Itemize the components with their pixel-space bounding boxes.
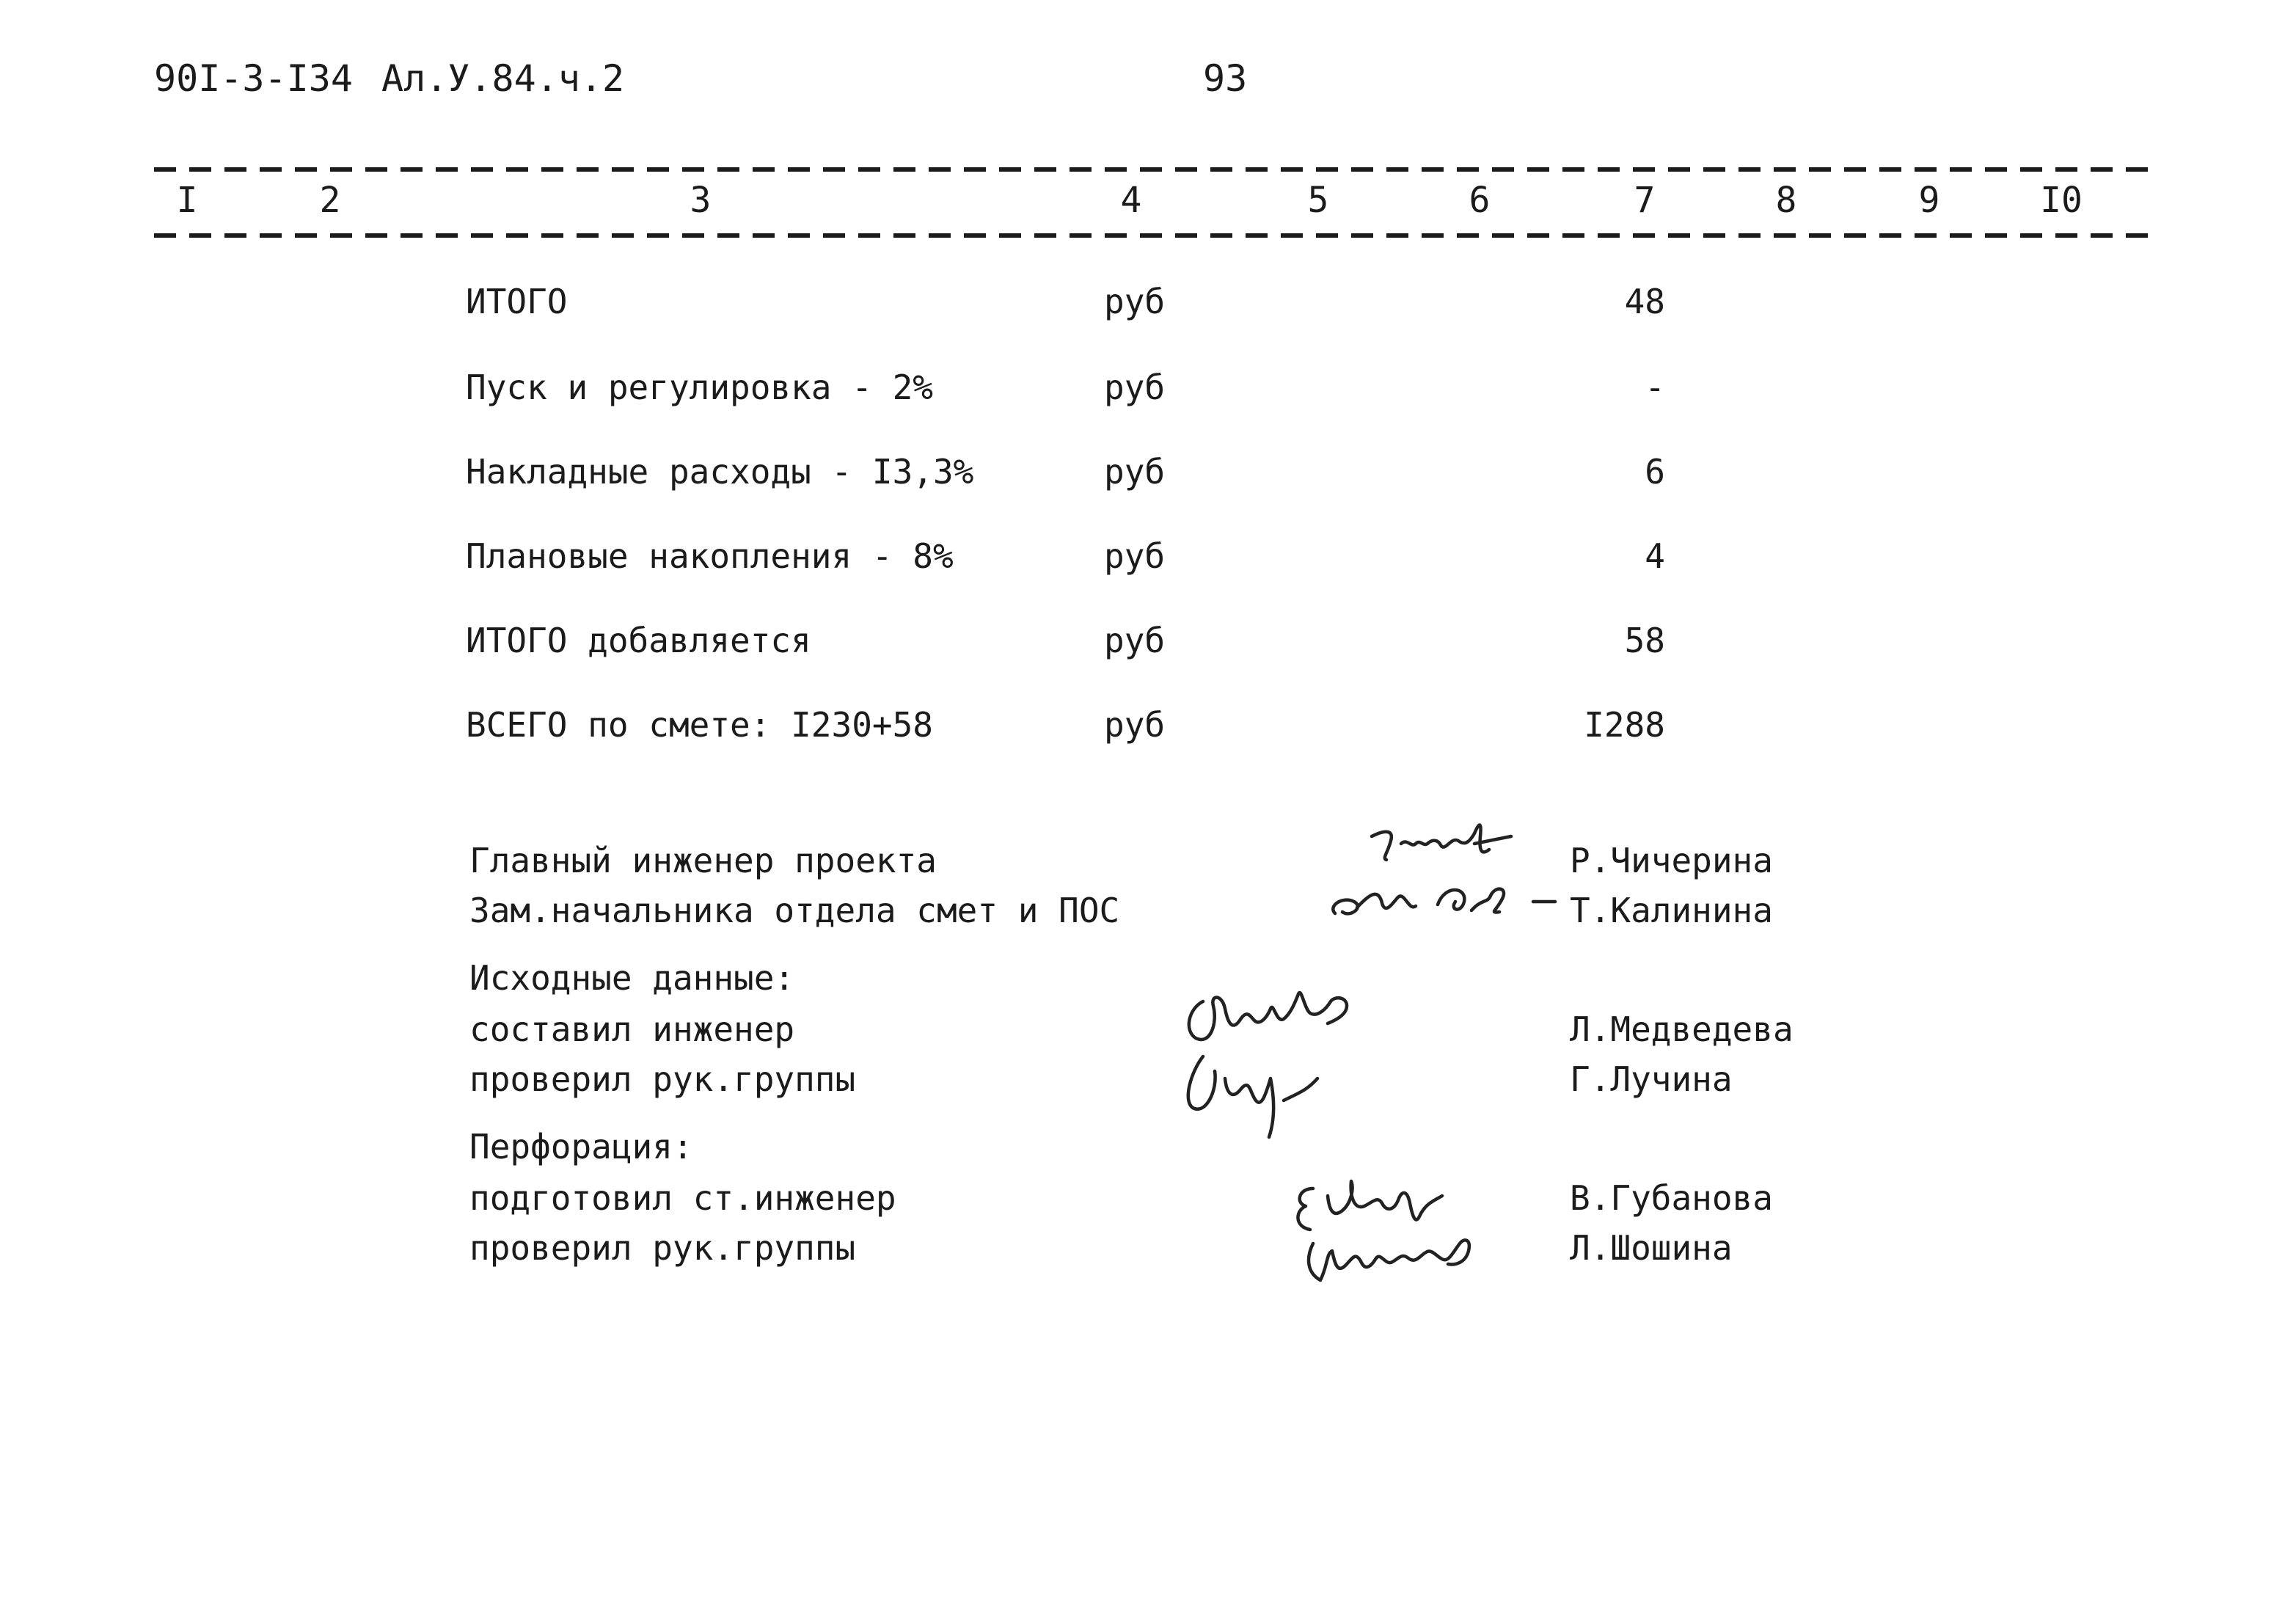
album-reference: Ал.У.84.ч.2 — [381, 57, 625, 100]
column-number-8: 8 — [1775, 180, 1797, 221]
row-value: 4 — [1645, 536, 1665, 576]
column-number-4: 4 — [1120, 180, 1142, 221]
row-unit: руб — [1104, 368, 1166, 407]
row-unit: руб — [1104, 621, 1166, 660]
page-number: 93 — [1203, 57, 1248, 100]
table-header-rule — [154, 233, 2149, 238]
row-unit: руб — [1104, 282, 1166, 321]
column-number-10: I0 — [2040, 180, 2083, 221]
source-checked-role: проверил рук.группы — [469, 1059, 856, 1099]
column-number-3: 3 — [690, 180, 712, 221]
source-compiled-role: составил инженер — [469, 1009, 795, 1049]
perforation-prepared-name: В.Губанова — [1570, 1178, 1773, 1218]
chief-engineer-name: Р.Чичерина — [1570, 841, 1773, 880]
table-top-rule — [154, 167, 2149, 172]
row-value: 48 — [1624, 282, 1665, 321]
column-number-7: 7 — [1634, 180, 1656, 221]
column-number-6: 6 — [1469, 180, 1491, 221]
source-checked-name: Г.Лучина — [1570, 1059, 1733, 1099]
row-label: ИТОГО добавляется — [466, 621, 811, 660]
column-number-2: 2 — [319, 180, 341, 221]
row-value: I288 — [1584, 705, 1665, 745]
row-label: Накладные расходы - I3,3% — [466, 452, 974, 492]
perforation-heading: Перфорация: — [469, 1127, 693, 1166]
perforation-checked-name: Л.Шошина — [1570, 1228, 1733, 1268]
source-compiled-name: Л.Медведева — [1570, 1009, 1794, 1049]
row-label: ВСЕГО по смете: I230+58 — [466, 705, 933, 745]
source-data-heading: Исходные данные: — [469, 958, 795, 998]
document-code: 90I-3-I34 — [154, 57, 353, 100]
column-number-5: 5 — [1307, 180, 1329, 221]
signature-kalinina — [1320, 869, 1562, 928]
signature-luchina — [1174, 1049, 1335, 1152]
row-label: Пуск и регулировка - 2% — [466, 368, 933, 407]
chief-engineer-role: Главный инженер проекта — [469, 841, 937, 880]
deputy-head-name: Т.Калинина — [1570, 891, 1773, 930]
row-unit: руб — [1104, 536, 1166, 576]
perforation-prepared-role: подготовил ст.инженер — [469, 1178, 896, 1218]
signature-chicherina — [1364, 814, 1526, 873]
row-unit: руб — [1104, 452, 1166, 492]
perforation-checked-role: проверил рук.группы — [469, 1228, 856, 1268]
column-number-1: I — [176, 180, 198, 221]
row-value: 6 — [1645, 452, 1665, 492]
row-value: - — [1645, 368, 1665, 407]
deputy-head-role: Зам.начальника отдела смет и ПОС — [469, 891, 1120, 930]
column-number-9: 9 — [1918, 180, 1940, 221]
row-value: 58 — [1624, 621, 1665, 660]
row-label: ИТОГО — [466, 282, 568, 321]
signature-shoshina — [1298, 1222, 1496, 1302]
row-label: Плановые накопления - 8% — [466, 536, 954, 576]
row-unit: руб — [1104, 705, 1166, 745]
